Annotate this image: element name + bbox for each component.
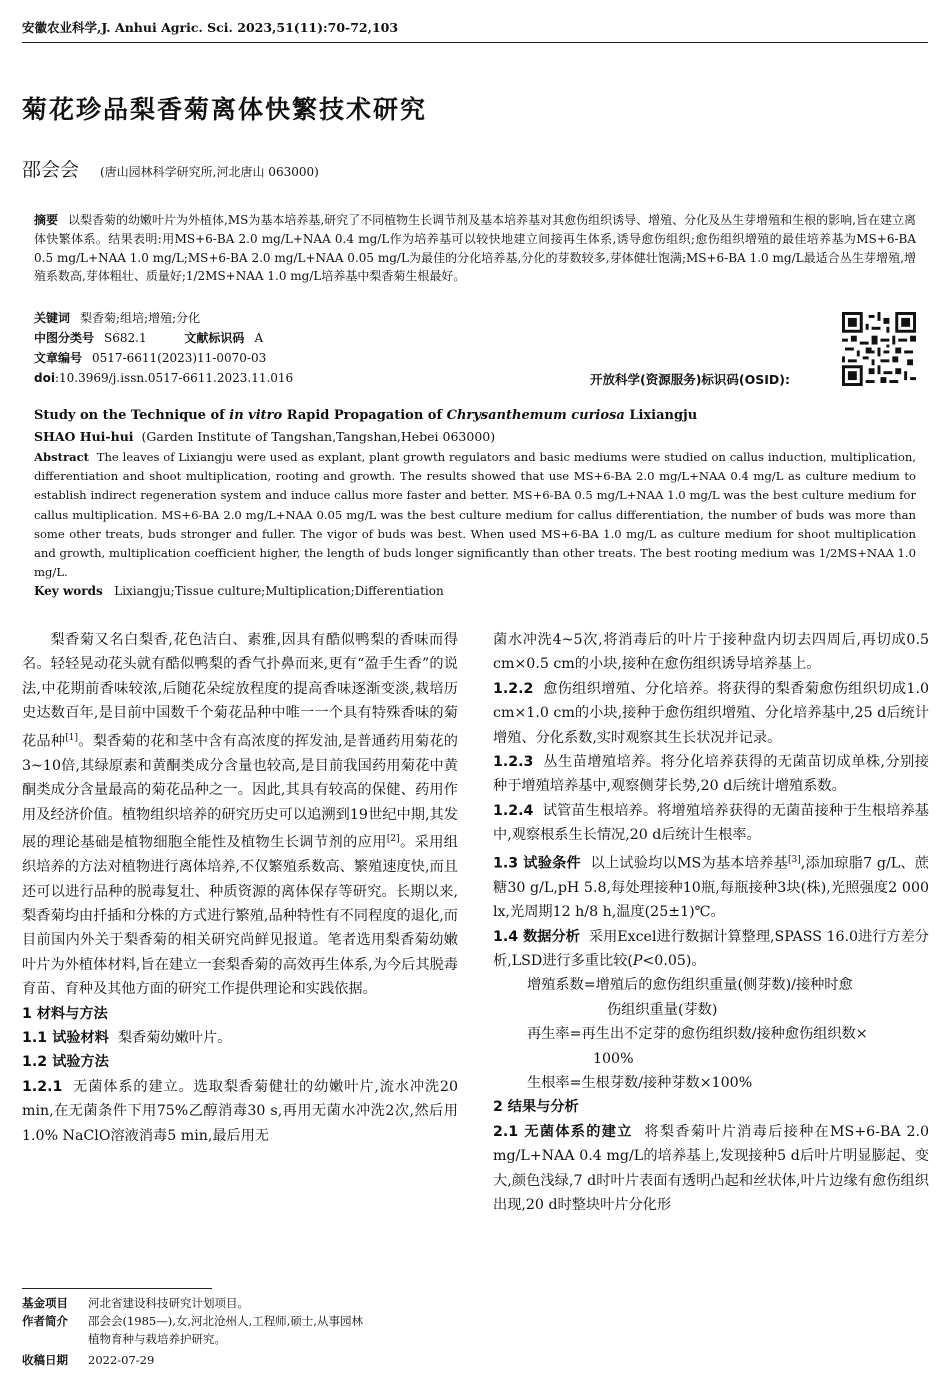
subsection-text: 以上试验均以MS为基本培养基 xyxy=(590,855,788,872)
subsection-1-2-4 xyxy=(493,799,929,848)
subsection-text: 丛生苗增殖培养。将分化培养获得的无菌苗切成单株,分别接种于增殖培养基中,观察侧芽长势,20 d后统计增殖系数。 xyxy=(493,754,929,795)
header-rule xyxy=(22,42,928,43)
en-title-part: Rapid Propagation of xyxy=(282,408,447,423)
subsection-text: ,添加琼脂7 g/L、蔗糖30 g/L,pH 5.8,每处理接种10瓶,每瓶接种3块(株),光照强度2 000 lx,光周期12 h/8 h,温度(25±1)℃。 xyxy=(493,855,929,921)
section-heading: 1 材料与方法 xyxy=(22,1005,108,1022)
subsection-text: 梨香菊幼嫩叶片。 xyxy=(117,1029,232,1046)
subsection-1-4 xyxy=(493,925,929,974)
intro-paragraph xyxy=(22,628,458,1002)
subsection-1-2-3 xyxy=(493,750,929,799)
subsection-text: 无菌体系的建立。选取梨香菊健壮的幼嫩叶片,流水冲洗20 min,在无菌条件下用75%乙醇消毒30 s,再用无菌水冲洗2次,然后用1.0% NaClO溶液消毒5 min,最后用无 xyxy=(22,1078,458,1144)
subsection-heading: 1.2.2 xyxy=(493,680,534,697)
ref-marker: [3] xyxy=(787,854,801,865)
doi-line xyxy=(34,369,293,388)
subsection-1-2-2 xyxy=(493,677,929,750)
affiliation: (唐山园林科学研究所,河北唐山 063000) xyxy=(100,165,319,179)
doc-code-label: 文献标识码 xyxy=(184,331,245,345)
intro-text: 。采用组织培养的方法对植物进行离体培养,不仅繁殖系数高、繁殖速度快,而且还可以进行品种的脱毒复壮、种质资源的离体保存等研究。长期以来,梨香菊均由扦插和分株的方式进行繁殖,品种特性有不同程度的退化,而目前国内外关于梨香菊的相关研究尚鲜见报道。笔者选用梨香菊幼嫩叶片为外植体材料,旨在建立一套梨香菊的高效再生体系,为今后其脱毒育苗、育种及其他方面的研究工作提供理论和实践依据。 xyxy=(22,834,458,998)
keywords-text: 梨香菊;组培;增殖;分化 xyxy=(80,311,201,325)
en-affiliation: (Garden Institute of Tangshan,Tangshan,Hebei 063000) xyxy=(141,429,496,444)
abstract-label: 摘要 xyxy=(34,213,59,227)
subsection-text: 愈伤组织增殖、分化培养。将获得的梨香菊愈伤组织切成1.0 cm×1.0 cm的小块,接种于愈伤组织增殖、分化培养基中,25 d后统计增殖、分化系数,实时观察其生长状况并记录。 xyxy=(493,680,929,746)
article-no-line xyxy=(34,349,266,368)
english-keywords xyxy=(34,584,444,598)
subsection-text: 试管苗生根培养。将增殖培养获得的无菌苗接种于生根培养基中,观察根系生长情况,20 d后统计生根率。 xyxy=(493,802,929,844)
english-author-line xyxy=(34,429,495,444)
footnote-bio xyxy=(22,1313,363,1348)
subsection-heading: 2.1 无菌体系的建立 xyxy=(493,1123,633,1140)
continued-paragraph: 菌水冲洗4~5次,将消毒后的叶片于接种盘内切去四周后,再切成0.5 cm×0.5 cm的小块,接种在愈伤组织诱导培养基上。 xyxy=(493,632,929,673)
footnote-rule xyxy=(22,1288,212,1289)
en-abstract-label: Abstract xyxy=(34,450,90,464)
section-heading: 2 结果与分析 xyxy=(493,1099,579,1116)
article-no-value: 0517-6611(2023)11-0070-03 xyxy=(92,351,267,365)
clc-label: 中图分类号 xyxy=(34,331,95,345)
en-author: SHAO Hui-hui xyxy=(34,429,134,444)
subsection-1-1 xyxy=(22,1026,458,1050)
keywords-label: 关键词 xyxy=(34,311,71,325)
en-title-italic: Chrysanthemum curiosa xyxy=(446,408,625,423)
journal-header: 安徽农业科学,J. Anhui Agric. Sci. 2023,51(11):70-72,103 xyxy=(22,20,399,35)
subsection-heading: 1.3 试验条件 xyxy=(493,855,581,872)
doi-label: doi xyxy=(34,371,55,385)
formula-rooting: 生根率=生根芽数/接种芽数×100% xyxy=(527,1075,753,1092)
en-title-part: Lixiangju xyxy=(624,408,698,423)
subsection-heading: 1.2.3 xyxy=(493,754,534,771)
formula-regeneration: 再生率=再生出不定芽的愈伤组织数/接种愈伤组织数× xyxy=(527,1026,868,1043)
subsection-1-2-1 xyxy=(22,1075,458,1148)
en-kw-label: Key words xyxy=(34,584,103,598)
footnote-label: 基金项目 xyxy=(22,1296,68,1310)
en-title-italic: in vitro xyxy=(229,408,283,423)
author-name: 邵会会 xyxy=(22,159,80,181)
paper-title: 菊花珍品梨香菊离体快繁技术研究 xyxy=(22,95,428,124)
osid-label: 开放科学(资源服务)标识码(OSID): xyxy=(590,372,791,387)
footnote-label: 作者简介 xyxy=(22,1314,68,1328)
footnote-text: 植物育种与栽培养护研究。 xyxy=(88,1331,226,1346)
abstract-text: 以梨香菊的幼嫩叶片为外植体,MS为基本培养基,研究了不同植物生长调节剂及基本培养基对其愈伤组织诱导、增殖、分化及丛生芽增殖和生根的影响,旨在建立离体快繁体系。结果表明:用MS+6-BA 2.0 mg/L+NAA 0.4 mg/L作为培养基可以较快地建立间接再生体系,诱导愈伤组织;愈伤组织增殖的最佳培养基为MS+6-BA 0.5 mg/L+NAA 1.0 mg/L;MS+6-BA 2.0 mg/L+NAA 0.05 mg/L为最佳的分化培养基,分化的芽数较多,芽体健壮饱满;MS+6-BA 1.0 mg/L最适合丛生芽增殖,增殖系数高,芽体粗壮、质量好;1/2MS+NAA 1.0 mg/L培养基中梨香菊生根最好。 xyxy=(34,213,916,284)
formula-regeneration-cont: 100% xyxy=(593,1050,634,1067)
subsection-1-3 xyxy=(493,848,929,925)
footnote-fund xyxy=(22,1295,249,1313)
subsection-text: 将梨香菊叶片消毒后接种在MS+6-BA 2.0 mg/L+NAA 0.4 mg/L的培养基上,发现接种5 d后叶片明显膨起、变大,颜色浅绿,7 d时叶片表面有透明凸起和丝状体,叶片边缘有愈伤组织出现,20 d时整块叶片分化形 xyxy=(493,1123,930,1214)
english-title xyxy=(34,408,697,423)
subsection-heading: 1.1 试验材料 xyxy=(22,1029,109,1046)
formula-multiplication-cont: 伤组织重量(芽数) xyxy=(607,1001,718,1018)
subsection-heading: 1.4 数据分析 xyxy=(493,928,580,945)
subsection-text: <0.05)。 xyxy=(642,953,706,970)
footnote-label: 收稿日期 xyxy=(22,1353,68,1367)
p-symbol: P xyxy=(632,953,643,970)
doc-code-value: A xyxy=(254,331,264,345)
subsection-heading: 1.2 试验方法 xyxy=(22,1054,109,1071)
en-title-part: Study on the Technique of xyxy=(34,408,230,423)
keywords-cn xyxy=(34,309,200,328)
formula-multiplication: 增殖系数=增殖后的愈伤组织重量(侧芽数)/接种时愈 xyxy=(527,977,853,994)
footnote-text: 河北省建设科技研究计划项目。 xyxy=(88,1296,249,1310)
intro-text: 梨香菊又名白梨香,花色洁白、素雅,因具有酷似鸭梨的香味而得名。轻轻晃动花头就有酷似鸭梨的香气扑鼻而来,更有“盈手生香”的说法,中花期前香味较浓,后随花朵绽放程度的提高香味逐渐变淡,栽培历史达数百年,是目前中国数千个菊花品种中唯一一个具有特殊香味的菊花品种 xyxy=(22,632,458,750)
qr-code-icon xyxy=(842,312,916,386)
intro-text: 。梨香菊的花和茎中含有高浓度的挥发油,是普通药用菊花的3~10倍,其绿原素和黄酮类成分含量也较高,是目前我国药用菊花中黄酮类成分含量最高的菊花品种之一。因此,其具有较高的保健、药用作用及经济价值。植物组织培养的研究历史可以追溯到19世纪中期,其发展的理论基础是植物细胞全能性及植物生长调节剂的应用 xyxy=(22,733,458,851)
clc-value: S682.1 xyxy=(104,331,147,345)
subsection-heading: 1.2.1 xyxy=(22,1078,63,1095)
footnote-date xyxy=(22,1352,154,1370)
footnote-text: 邵会会(1985—),女,河北沧州人,工程师,硕士,从事园林 xyxy=(88,1314,364,1328)
subsection-text: 采用Excel进行数据计算整理,SPASS 16.0进行方差分析,LSD进行多重比较( xyxy=(493,928,929,970)
ref-marker: [1] xyxy=(65,732,79,743)
english-abstract xyxy=(34,448,916,582)
subsection-2-1 xyxy=(493,1120,929,1218)
en-abstract-text: The leaves of Lixiangju were used as explant, plant growth regulators and basic mediums were studied on callus induction, multiplication, differentiation and shoot multiplication, rooting and growth. The results showed that use MS+6-BA 2.0 mg/L+NAA 0.4 mg/L as culture medium to establish indirect regeneration system and induce callus more faster and better. MS+6-BA 0.5 mg/L+NAA 1.0 mg/L was the best culture medium for callus multiplication. MS+6-BA 2.0 mg/L+NAA 0.05 mg/L was the best culture medium for callus differentiation, the number of buds was more than some other treats, buds stronger and fuller. The vigor of buds was best. When used MS+6-BA 1.0 mg/L as culture medium for shoot multiplication and growth, multiplication coefficient higher, the length of buds longer significantly than other treats. The best rooting medium was 1/2MS+NAA 1.0 mg/L. xyxy=(34,450,916,580)
abstract-cn xyxy=(34,211,916,286)
ref-marker: [2] xyxy=(386,833,400,844)
doi-value: :10.3969/j.issn.0517-6611.2023.11.016 xyxy=(54,371,294,385)
subsection-heading: 1.2.4 xyxy=(493,802,534,819)
en-kw-text: Lixiangju;Tissue culture;Multiplication;Differentiation xyxy=(114,584,444,598)
article-no-label: 文章编号 xyxy=(34,351,83,365)
clc-line xyxy=(34,329,263,348)
right-column xyxy=(493,628,929,1217)
left-column xyxy=(22,628,458,1148)
footnote-text: 2022-07-29 xyxy=(88,1353,155,1367)
